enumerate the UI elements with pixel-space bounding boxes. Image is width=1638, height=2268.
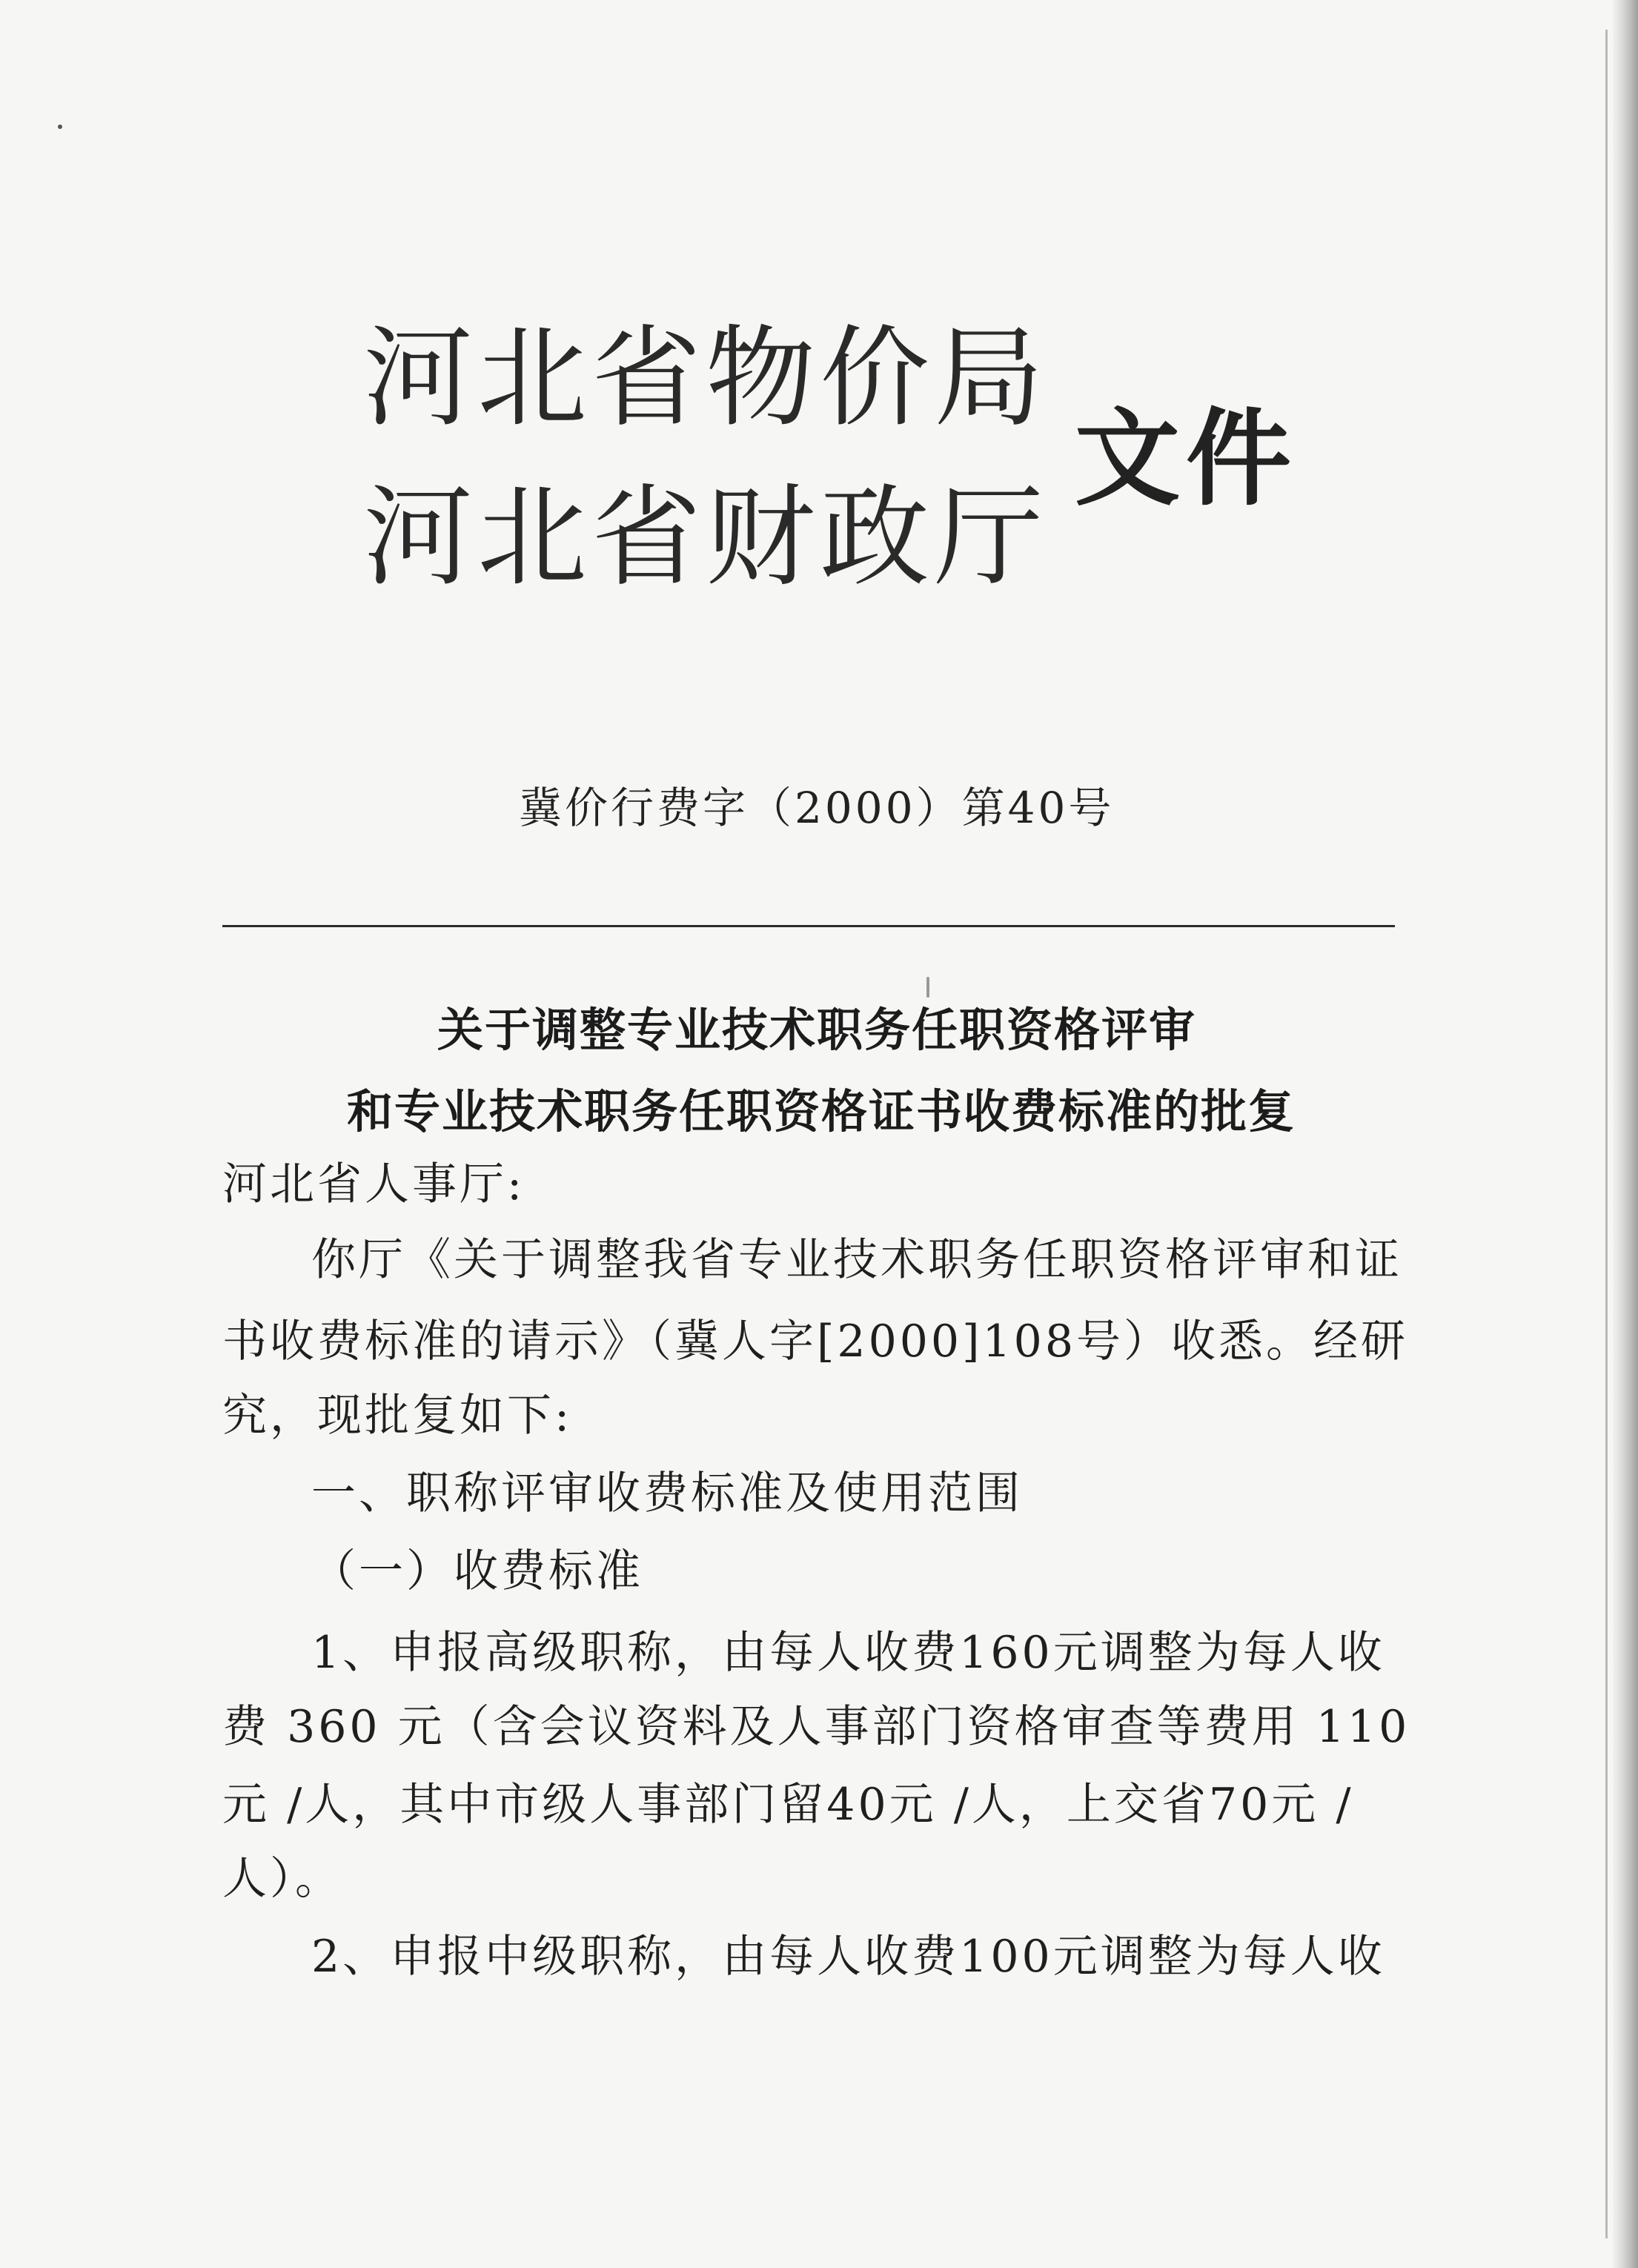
addressee: 河北省人事厅: (222, 1158, 525, 1210)
section-heading: 一、职称评审收费标准及使用范围 (311, 1468, 1023, 1519)
page-edge-shadow (1613, 0, 1638, 2268)
document-word: 文件 (1075, 398, 1297, 520)
document-number: 冀价行费字（2000）第40号 (519, 783, 1115, 833)
page-edge-line (1605, 30, 1608, 2238)
document-title-line-1: 关于调整专业技术职务任职资格评审 (437, 1003, 1197, 1057)
body-line: 1、申报高级职称，由每人收费160元调整为每人收 (311, 1627, 1385, 1679)
issuer-name-price-bureau: 河北省物价局 (363, 314, 1048, 442)
body-line: 究，现批复如下: (222, 1390, 573, 1442)
document-header (363, 296, 1327, 615)
body-line: 2、申报中级职称，由每人收费100元调整为每人收 (311, 1931, 1385, 1983)
header-divider-rule (222, 925, 1395, 927)
body-line: 书收费标准的请示》（冀人字[2000]108号）收悉。经研 (222, 1316, 1409, 1367)
body-line: 人）。 (222, 1853, 342, 1905)
issuer-name-finance-department: 河北省财政厅 (363, 474, 1048, 601)
body-line: 费 360 元（含会议资料及人事部门资格审查等费用 110 (222, 1701, 1410, 1753)
subsection-heading: （一）收费标准 (311, 1545, 643, 1597)
document-title-line-2: 和专业技术职务任职资格证书收费标准的批复 (347, 1084, 1296, 1138)
scan-speck (926, 977, 929, 998)
scan-speck (58, 125, 62, 129)
body-line: 你厅《关于调整我省专业技术职务任职资格评审和证 (311, 1234, 1402, 1286)
body-line: 元 /人，其中市级人事部门留40元 /人，上交省70元 / (222, 1779, 1354, 1831)
